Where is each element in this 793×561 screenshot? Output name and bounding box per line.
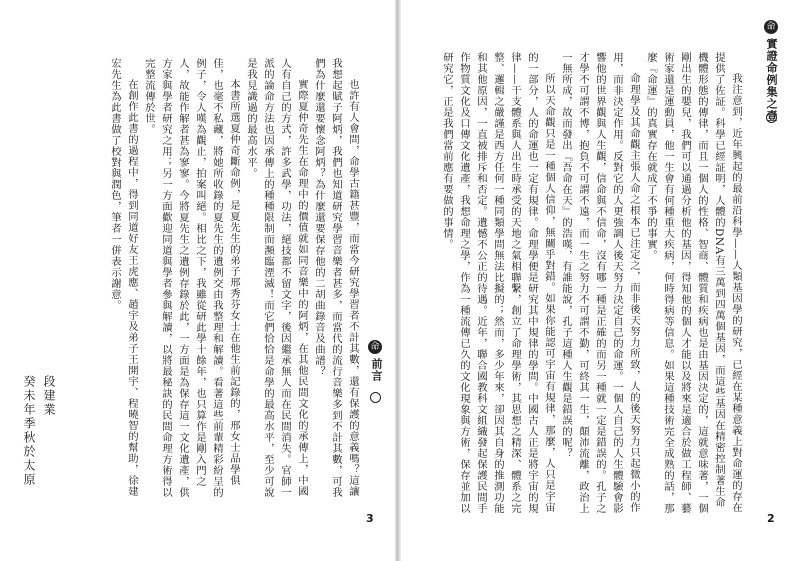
paragraph: 在創作此書的過程中，得到同道好友王虎應、趙宇及弟子王開宇、程曉智的幫助，徐建宏先生為此書做了校對與潤色，筆者一併表示謝意。 — [109, 58, 138, 497]
running-footer — [360, 340, 390, 540]
page-number-left: 3 — [366, 512, 374, 525]
signature-date: 癸未年季秋於太原 — [22, 375, 36, 487]
page-number-right: 2 — [767, 512, 775, 525]
circle-ornament-icon — [766, 112, 777, 123]
paragraph: 也許有人會問，命學古籍甚豐，而當今研究學習者不計其數，還有保護的意義嗎？這讓我想起賦子阿炳，我們也知道研究學習音樂者甚多，而當代的流行音樂多到不計其數，可我們為什麼還要懷念阿炳？為什麼還要保存他的二胡曲錄音及曲譜？ — [313, 58, 359, 498]
left-page — [0, 0, 395, 561]
right-page — [401, 0, 793, 561]
paragraph: 所以天命觀只是一種個人信仰，無關乎對錯。如果你能認可宇宙有規律，那麼，人只是宇宙的一部分，人的命運也一定有規律。命理學便是研究其中規律的學問。中國古人正是將宇宙的規律——干支體系與人出生時承受的天地之氣相聯繫，創立了命理學術，其思想之精深、體系之完整、邏輯之嚴謹是西方任何一種同類學問無法比擬的；然而，多少年來，卻因其自身的推測功能和其他原因，一直被排斥和否定。遺憾不公正的待遇。近年，聯合國教科文組織發起保護民間手作物質文化及口傳文化遺產，我想命理之學，作為一種流傳已久的文化現象與方術，保存並加以研究它，正是我們當前應有要做的事情。 — [441, 52, 555, 514]
paragraph: 本書所選夏仲奇斷命例，是夏先生的弟子邢秀芬女士在他生前記錄的，邢女士品學俱佳，也毫不私藏，將她所收錄的夏先生的遺例交由我整理和解讀。看著這些前輩精彩紛呈的例子，令人嘆為觀止，拍案叫絕。相比之下，我雖從研此學十餘年，也只算作是剛入門之人，故能作解者甚為寥寥。今將夏先生之遺例存錄於此，一方面是為保存這一文化遺產，供方家與學者研究之用；另一方面歡迎同道與學者參與解讀，以將最秘訣的民間命理方術得以完整流傳於世。 — [143, 58, 240, 498]
book-emblem-icon: 命 — [764, 20, 778, 34]
running-header — [756, 20, 786, 140]
book-title: 實證命例集之壹 — [765, 38, 778, 122]
paragraph: 我注意到，近年興起的最前沿科學——人類基因學的研究，已經在某種意義上對命運的存在提供了佐証。科學已經証明，人體的DNA有三萬到四萬個基因，而這些基因在精密控制著生命機體形態的傳律，而且一個人的性格、智商、體質和疾病也是由基因決定的，這就意味著，一個剛出生的嬰兒，我們可以通過分析他的基因，得知他的個人才能以及將來是適合於做工程師、藝術家還是運動員，他一生會有何種重大疾病，何時得病等信息。如果這種技術完全成熟的話，那麼『命運』的真實存在就成了不爭的事實。 — [645, 52, 742, 514]
circle-ornament-icon — [370, 392, 381, 403]
left-page-body — [108, 58, 361, 502]
paragraph: 命理學及其命觀主張人命之根本已注定之，而非後天努力所致，人的後天努力只起微小的作用，而非決定作用。反對它的人更強調人後天努力決定自己的命運。一個人自己的人生體驗會影響他的世界觀與人生觀，信命與不信命，沒有哪一種是正確的而另一種就一定是錯誤的。孔子之才學不可謂不博，抱負不可謂不遠，而一生之努力不可謂不勤，可終其一生，顛沛流離，政治上一無所成，故而發出『吾命在天』的浩嘆，有誰能說，孔子這種人生觀是錯誤的呢？ — [560, 52, 640, 514]
paragraph: 實際夏仲奇先生在命理中的價值就如同音樂中的阿炳，在其他民間文化的承傳上，中國人有自己的方式，許多武學，功法，絕技都不留文字，後因繼承無人而在民間消失。官師一派的論命方法也因承傳上的種種限制而瀕臨湮滅！而它們恰恰是命學的最高水平，至少可說是我見識過的最高水平。 — [245, 58, 308, 498]
author-signature: 段建業 — [42, 375, 56, 417]
section-title: 前言 — [370, 358, 383, 382]
book-emblem-icon: 命 — [368, 340, 382, 354]
right-page-body — [431, 52, 744, 514]
